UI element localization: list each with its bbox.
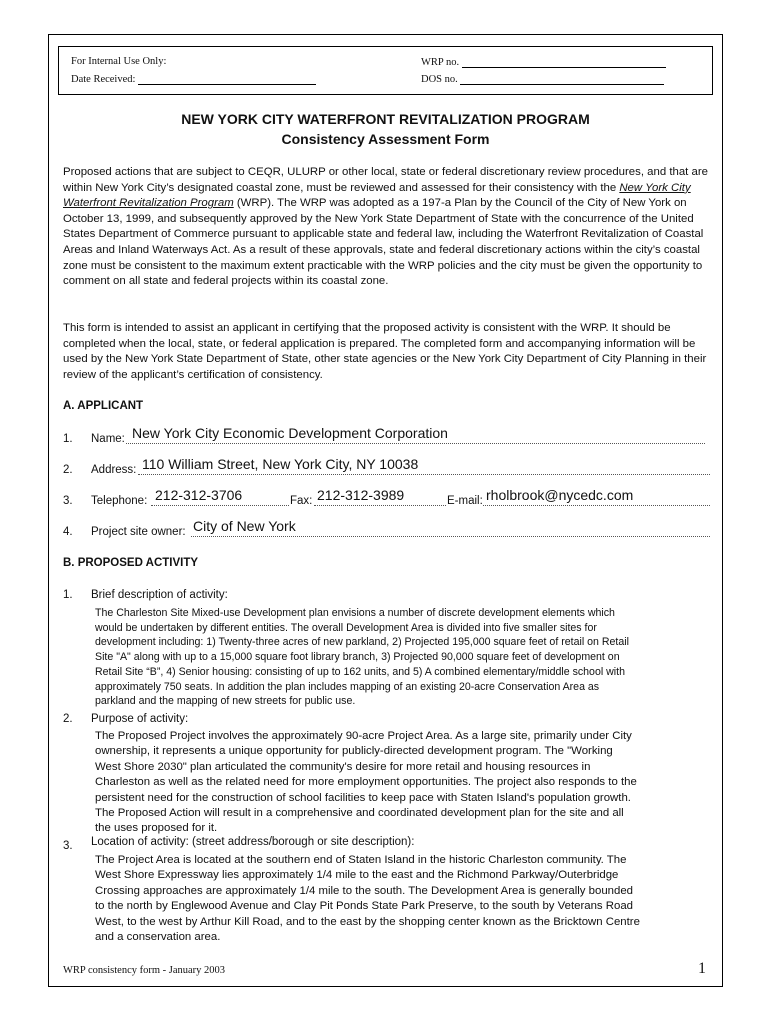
email-label: E-mail: — [447, 495, 483, 507]
dos-no-label: DOS no. — [421, 74, 458, 85]
name-label: Name: — [91, 433, 125, 445]
location-text[interactable]: The Project Area is located at the southern end of Staten Island in the historic Charleston community. The West Shore Expressway lies approximately 1/4 mile to the east and the Richmond Parkway/Outerbridge Crossing approaches are approximately 1/4 mile to the south. The Development Area is generally bounded to the north by Englewood Avenue and Clay Pit Ponds State Park Preserve, to the south by Veterans Road West, to the west by Arthur Kill Road, and to the east by the shopping center known as the Bricktown Centre and a conservation area. — [95, 854, 640, 944]
date-received-field[interactable] — [71, 73, 316, 85]
wrp-no-field[interactable] — [421, 56, 666, 68]
name-input[interactable]: New York City Economic Development Corporation — [132, 425, 448, 441]
form-subtitle: Consistency Assessment Form — [281, 131, 490, 147]
fax-input[interactable]: 212-312-3989 — [317, 487, 405, 503]
owner-input[interactable]: City of New York — [193, 518, 296, 534]
description-label: Brief description of activity: — [91, 589, 228, 601]
wrp-no-line — [462, 56, 666, 68]
telephone-line — [151, 505, 289, 506]
owner-label: Project site owner: — [91, 526, 186, 538]
dos-no-line — [460, 73, 664, 85]
telephone-label: Telephone: — [91, 495, 148, 507]
fax-line — [314, 505, 446, 506]
name-field-row: 1. Name: New York City Economic Development Corporation — [63, 427, 710, 447]
intro-paragraph-2: This form is intended to assist an applicant in certifying that the proposed activity is consistent with the WRP. It should be completed when the local, state, or federal application is prepared. The completed form and accompanying information will be used by the New York State Department of State, other state agencies or the New York City Department of City Planning in their review of the applicant’s certification of consistency. — [63, 322, 707, 381]
section-a-heading: A. APPLICANT — [63, 400, 144, 412]
date-received-label: Date Received: — [71, 74, 136, 85]
footer-form-version: WRP consistency form - January 2003 — [63, 965, 226, 976]
purpose-label: Purpose of activity: — [91, 713, 189, 725]
internal-use-label: For Internal Use Only: — [71, 56, 167, 67]
address-line — [138, 474, 710, 475]
date-received-line — [138, 73, 316, 85]
page-number: 1 — [698, 960, 706, 977]
form-title: NEW YORK CITY WATERFRONT REVITALIZATION PROGRAM — [181, 111, 590, 127]
description-text[interactable]: The Charleston Site Mixed-use Development plan envisions a number of discrete development elements which would be undertaken by different entities. The overall Development Area is divided into five smaller sites for development including: 1) Twenty-three acres of new parkland, 2) Projected 195,000 square feet of retail on Retail Site "A" along with up to a 15,000 square foot library branch, 3) Projected 90,000 square feet of development on Retail Site “B”, 4) Senior housing: consisting of up to 162 units, and 5) A combined elementary/middle school with approximately 750 seats. In addition the plan includes mapping of an existing 20-acre Conservation Area as parkland and the mapping of new streets for public use. — [95, 607, 629, 708]
address-field-row: 2. Address: 110 William Street, New York City, NY 10038 — [63, 458, 710, 478]
wrp-no-label: WRP no. — [421, 57, 460, 68]
purpose-text[interactable]: The Proposed Project involves the approximately 90-acre Project Area. As a large site, primarily under City ownership, it represents a unique opportunity for publicly-directed development program. The "Working West Shore 2030" plan articulated the community's desire for more retail and housing resources in Charleston as well as the related need for more employment opportunities. The project also responds to the persistent need for the construction of school facilities to keep pace with Staten Island's population growth. The Proposed Action will result in a comprehensive and coordinated development plan for the site and all the uses proposed for it. — [95, 730, 637, 835]
section-b-heading: B. PROPOSED ACTIVITY — [63, 557, 199, 569]
internal-use-box — [58, 46, 713, 95]
wrp-program-link: New York City Waterfront Revitalization Program — [63, 181, 691, 210]
address-input[interactable]: 110 William Street, New York City, NY 10038 — [142, 456, 419, 472]
location-label: Location of activity: (street address/borough or site description): — [91, 836, 415, 848]
email-input[interactable]: rholbrook@nycedc.com — [486, 487, 634, 503]
intro-paragraph-1: Proposed actions that are subject to CEQR, ULURP or other local, state or federal discretionary review procedures, and that are within New York City’s designated coastal zone, must be reviewed and assessed for their consistency with the New York City Waterfront Revitalization Program (WRP). The WRP was adopted as a 197-a Plan by the Council of the City of New York on October 13, 1999, and subsequently approved by the New York State Department of State with the concurrence of the United States Department of Commerce pursuant to applicable state and federal law, including the Waterfront Revitalization of Coastal Areas and Inland Waterways Act. As a result of these approvals, state and federal discretionary actions within the city’s coastal zone must be consistent to the maximum extent practicable with the WRP policies and the city must be given the opportunity to comment on all state and federal projects within its coastal zone. — [63, 166, 708, 288]
owner-field-row: 4. Project site owner: City of New York — [63, 520, 710, 540]
telephone-field-row: 3. Telephone: 212-312-3706 Fax: 212-312-3989 E-mail: rholbrook@nycedc.com — [63, 489, 710, 509]
fax-label: Fax: — [290, 495, 313, 507]
telephone-input[interactable]: 212-312-3706 — [155, 487, 243, 503]
address-label: Address: — [91, 464, 137, 476]
email-line — [483, 505, 710, 506]
owner-line — [191, 536, 710, 537]
name-line — [126, 443, 705, 444]
dos-no-field[interactable] — [421, 73, 664, 85]
